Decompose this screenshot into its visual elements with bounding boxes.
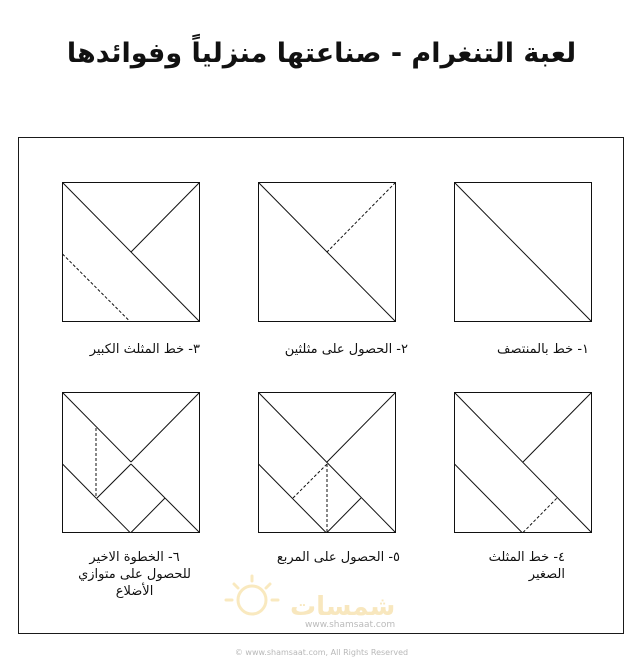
watermark-brand: شمسات [290, 592, 396, 622]
parallel-cut-line [455, 464, 523, 533]
step-3-caption: ٣- خط المثلث الكبير [89, 342, 200, 357]
step-3-diagram [62, 182, 200, 322]
half-diagonal-line [523, 393, 592, 463]
upper-diagonal-line [63, 393, 132, 463]
sun-logo-icon [222, 572, 282, 626]
step-2-caption: ٢- الحصول على مثلثين [284, 342, 408, 357]
step-4-diagram [454, 392, 592, 533]
step-5-caption: ٥- الحصول على المربع [276, 550, 400, 565]
step-1-diagram [454, 182, 592, 322]
half-diagonal-line [131, 393, 200, 463]
dashed-guide-line [523, 498, 557, 533]
half-diagonal-line [131, 183, 200, 253]
parallel-cut-line [259, 464, 327, 533]
step-1-caption: ١- خط بالمنتصف [497, 342, 589, 357]
copyright-notice: © www.shamsaat.com, All Rights Reserved [234, 648, 409, 657]
step-2-diagram [258, 182, 396, 322]
diagonal-line [455, 183, 592, 322]
square-diagonal-line [97, 464, 131, 498]
step-4-caption: ٤- خط المثلث الصغير [488, 550, 565, 582]
step-5-diagram [258, 392, 396, 533]
dashed-guide-line [63, 254, 131, 322]
step-6-diagram [62, 392, 200, 533]
small-triangle-line [131, 498, 165, 533]
half-diagonal-line [327, 393, 396, 463]
dashed-diagonal-line [293, 464, 327, 498]
page-title: لعبة التنغرام - صناعتها منزلياً وفوائدها [66, 38, 577, 69]
watermark-url: www.shamsaat.com [305, 620, 396, 630]
step-6-caption: ٦- الخطوة الاخير للحصول على متوازي الأضلاع [78, 550, 191, 599]
lower-diagonal-line [165, 498, 200, 533]
dashed-guide-line [327, 183, 396, 253]
square-side-line [131, 464, 165, 498]
small-triangle-line [327, 498, 361, 533]
